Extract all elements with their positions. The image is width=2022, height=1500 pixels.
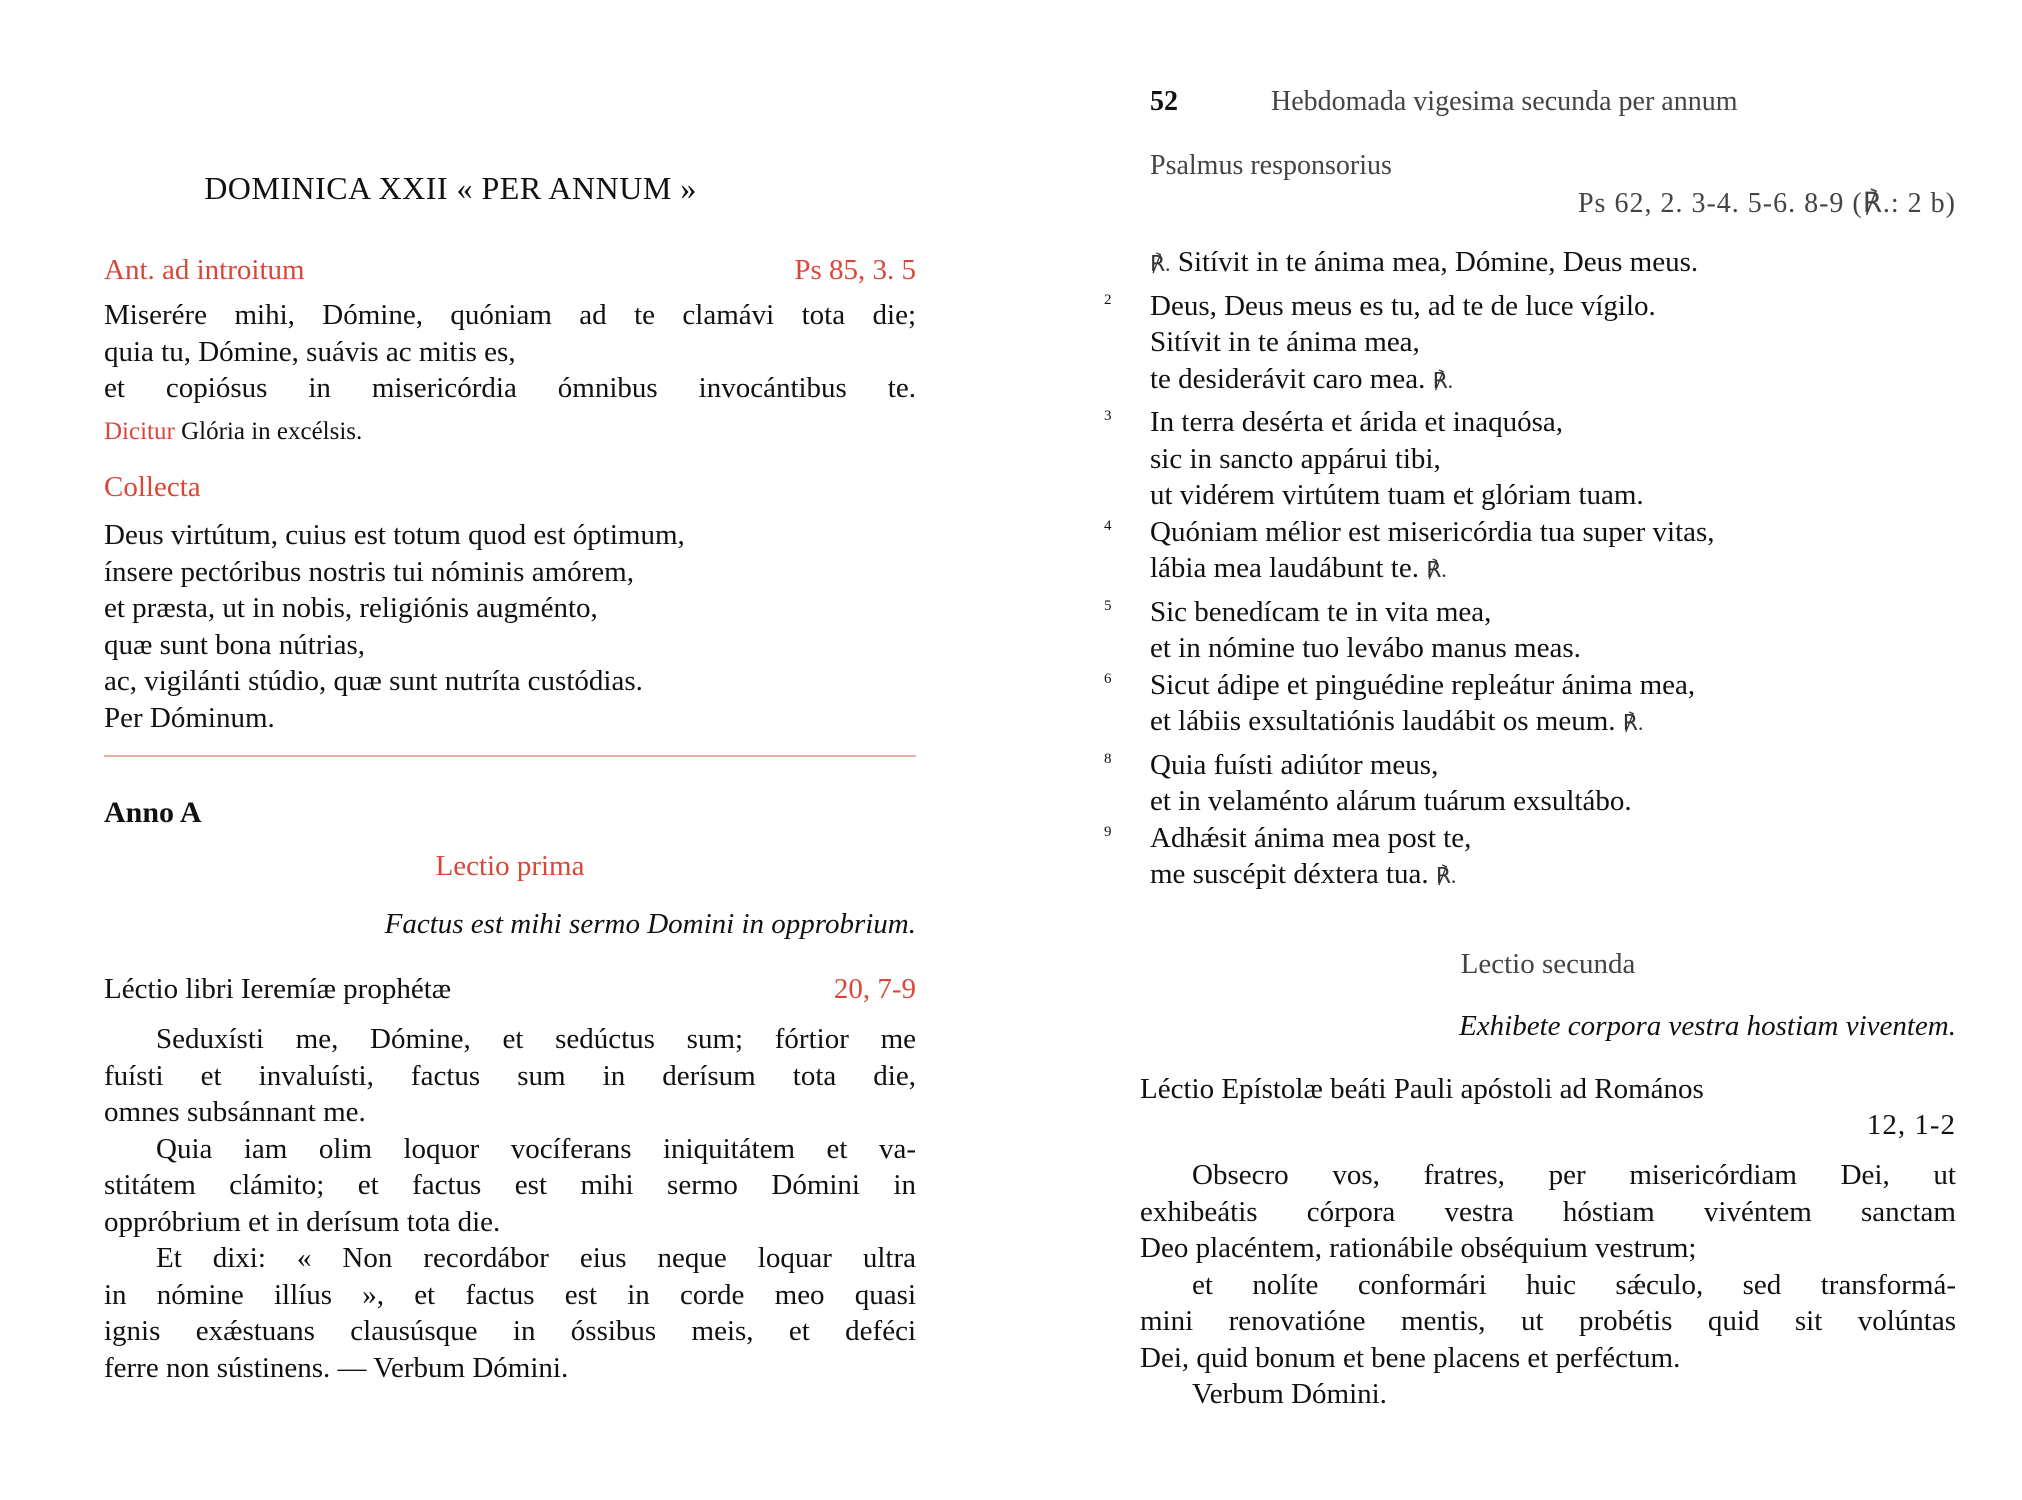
running-head-text: Hebdomada vigesima secunda per annum: [1271, 86, 1738, 117]
lectio-prima-source: Léctio libri Ieremíæ prophétæ: [104, 973, 452, 1005]
psalm-line-text: Sitívit in te ánima mea,: [1150, 326, 1420, 358]
reading-line: exhibeátis córpora vestra hóstiam vivéntem sanctam: [1140, 1195, 1956, 1228]
psalm-line-text: Sicut ádipe et pinguédine repleátur ánima mea,: [1150, 668, 1696, 701]
reading-line: stitátem clámito; et factus est mihi sermo Dómini in: [104, 1169, 916, 1201]
psalm-line: [1104, 288, 1956, 325]
verse-number: 2: [1104, 291, 1112, 308]
lectio-prima-heading: Lectio prima: [435, 850, 585, 882]
lectio-secunda-ref: 12, 1-2: [1866, 1109, 1956, 1141]
psalm-line-text: Quia fuísti adiútor meus,: [1150, 748, 1439, 781]
psalm-line-text: et in nómine tuo levábo manus meas.: [1150, 632, 1581, 664]
anno-heading: Anno A: [104, 796, 202, 829]
psalm-line-text: te desiderávit caro mea.: [1150, 362, 1426, 395]
reading-line: oppróbrium et in derísum tota die.: [104, 1205, 501, 1238]
response-symbol: ℟.: [1622, 710, 1644, 735]
psalm-line: [1150, 783, 1956, 820]
reading-line: Et dixi: « Non recordábor eius neque loquar ultra: [156, 1242, 916, 1274]
verse-number: 4: [1104, 517, 1112, 534]
collecta-line: ac, vigilánti stúdio, quæ sunt nutríta custódias.: [104, 665, 643, 697]
psalm-line-text: Sic benedícam te in vita mea,: [1150, 595, 1492, 628]
dicitur-label: Dicitur: [104, 418, 175, 445]
psalm-line: [1150, 856, 1956, 895]
verse-number: 6: [1104, 670, 1112, 687]
psalm-line: [1104, 594, 1956, 631]
reading-line: omnes subsánnant me.: [104, 1096, 366, 1128]
rubric-dicitur: [104, 418, 362, 446]
psalm-line-text: Deus, Deus meus es tu, ad te de luce vígilo.: [1150, 289, 1656, 322]
verse-number: 8: [1104, 750, 1112, 767]
antiphon-line: quia tu, Dómine, suávis ac mitis es,: [104, 335, 516, 368]
antiphon-text: [104, 297, 916, 407]
antiphon-header: [104, 254, 916, 287]
psalm-line: [1150, 550, 1956, 589]
psalm-line: [1104, 820, 1956, 857]
antiphon-line: et copiósus in misericórdia ómnibus invocántibus te.: [104, 372, 916, 404]
psalm-line: [1104, 667, 1956, 704]
reading-line: ignis exǽstuans clausúsque in óssibus meis, et deféci: [104, 1315, 916, 1347]
psalm-label: Psalmus responsorius: [1150, 150, 1392, 181]
response-symbol: ℟.: [1150, 251, 1171, 276]
verse-number: 9: [1104, 823, 1112, 840]
reading-line: Deo placéntem, rationábile obséquium vestrum;: [1140, 1232, 1697, 1264]
psalm-line: [1104, 747, 1956, 784]
reading-line: Seduxísti me, Dómine, et sedúctus sum; fórtior me: [156, 1023, 916, 1055]
antiphon-line: Miserére mihi, Dómine, quóniam ad te clamávi tota die;: [104, 299, 916, 331]
dicitur-text: Glória in excélsis.: [181, 418, 363, 445]
psalm-line: [1150, 703, 1956, 742]
antiphon-label: Ant. ad introitum: [104, 254, 305, 286]
psalm-line: [1104, 514, 1956, 551]
page-number: 52: [1150, 86, 1178, 117]
reading-line: Verbum Dómini.: [1192, 1378, 1387, 1410]
reading-line: Quia iam olim loquor vocíferans iniquitátem et va-: [156, 1132, 916, 1165]
lectio-prima-source-row: [104, 973, 916, 1006]
collecta-text: [104, 517, 916, 736]
reading-line: fuísti et invaluísti, factus sum in derísum tota die,: [104, 1059, 916, 1092]
right-page: [1104, 0, 1956, 1500]
reading-line: in nómine illíus », et factus est in corde meo quasi: [104, 1278, 916, 1311]
psalm-line: [1150, 441, 1956, 478]
lectio-prima-ref: 20, 7-9: [833, 973, 916, 1005]
psalm-line-text: Adhǽsit ánima mea post te,: [1150, 821, 1472, 854]
lectio-secunda-theme: Exhibete corpora vestra hostiam viventem.: [1459, 1010, 1956, 1042]
response-symbol: ℟.: [1426, 557, 1447, 582]
verse-number: 5: [1104, 597, 1112, 614]
lectio-secunda-text: [1140, 1157, 1956, 1413]
lectio-secunda-source: Léctio Epístolæ beáti Pauli apóstoli ad Romános: [1140, 1073, 1704, 1105]
psalm-line: [1150, 630, 1956, 667]
response-symbol: ℟.: [1435, 863, 1457, 888]
lectio-prima-theme: Factus est mihi sermo Domini in opprobrium.: [384, 908, 916, 940]
collecta-line: Deus virtútum, cuius est totum quod est óptimum,: [104, 519, 685, 551]
reading-line: Obsecro vos, fratres, per misericórdiam Dei, ut: [1192, 1159, 1956, 1191]
reading-line: Dei, quid bonum et bene placens et perféctum.: [1140, 1341, 1681, 1374]
response-symbol: ℟.: [1432, 367, 1454, 393]
psalm-line: [1150, 324, 1956, 361]
collecta-line: quæ sunt bona nútrias,: [104, 628, 365, 661]
psalm-line: [1150, 477, 1956, 514]
verse-number: 3: [1104, 408, 1112, 424]
psalm-line-text: et in velaménto alárum tuárum exsultábo.: [1150, 785, 1632, 817]
psalm-line-text: et lábiis exsultatiónis laudábit os meum.: [1150, 705, 1616, 737]
left-page: [104, 0, 916, 1500]
psalm-line-text: lábia mea laudábunt te.: [1150, 552, 1419, 584]
psalm-line-text: Quóniam mélior est misericórdia tua super vitas,: [1150, 515, 1715, 548]
psalm-line-text: ut vidérem virtútem tuam et glóriam tuam.: [1150, 479, 1644, 511]
section-divider: [104, 755, 916, 757]
page-title: DOMINICA XXII « PER ANNUM »: [204, 170, 697, 206]
psalm-line-text: me suscépit déxtera tua.: [1150, 858, 1429, 890]
psalm-text: [1104, 244, 1956, 895]
psalm-line: [1150, 361, 1956, 400]
psalm-line-text: In terra desérta et árida et inaquósa,: [1150, 406, 1564, 438]
psalm-line: [1104, 404, 1956, 441]
lectio-secunda-heading: Lectio secunda: [1460, 948, 1636, 980]
response-text: Sitívit in te ánima mea, Dómine, Deus meus.: [1177, 246, 1699, 278]
psalm-response: [1150, 244, 1956, 283]
reading-line: ferre non sústinens. — Verbum Dómini.: [104, 1351, 569, 1384]
collecta-line: Per Dóminum.: [104, 701, 275, 734]
lectio-prima-text: [104, 1021, 916, 1386]
collecta-line: et præsta, ut in nobis, religiónis augménto,: [104, 592, 598, 624]
reading-line: et nolíte conformári huic sǽculo, sed transformá-: [1192, 1268, 1956, 1301]
psalm-ref: Ps 62, 2. 3-4. 5-6. 8-9 (℟.: 2 b): [1577, 188, 1956, 219]
reading-line: mini renovatióne mentis, ut probétis quid sit volúntas: [1140, 1305, 1956, 1337]
antiphon-ref: Ps 85, 3. 5: [794, 254, 916, 286]
collecta-line: ínsere pectóribus nostris tui nóminis amórem,: [104, 555, 634, 588]
running-header: [1150, 86, 1956, 118]
psalm-line-text: sic in sancto appárui tibi,: [1150, 442, 1441, 475]
collecta-label: Collecta: [104, 471, 201, 503]
